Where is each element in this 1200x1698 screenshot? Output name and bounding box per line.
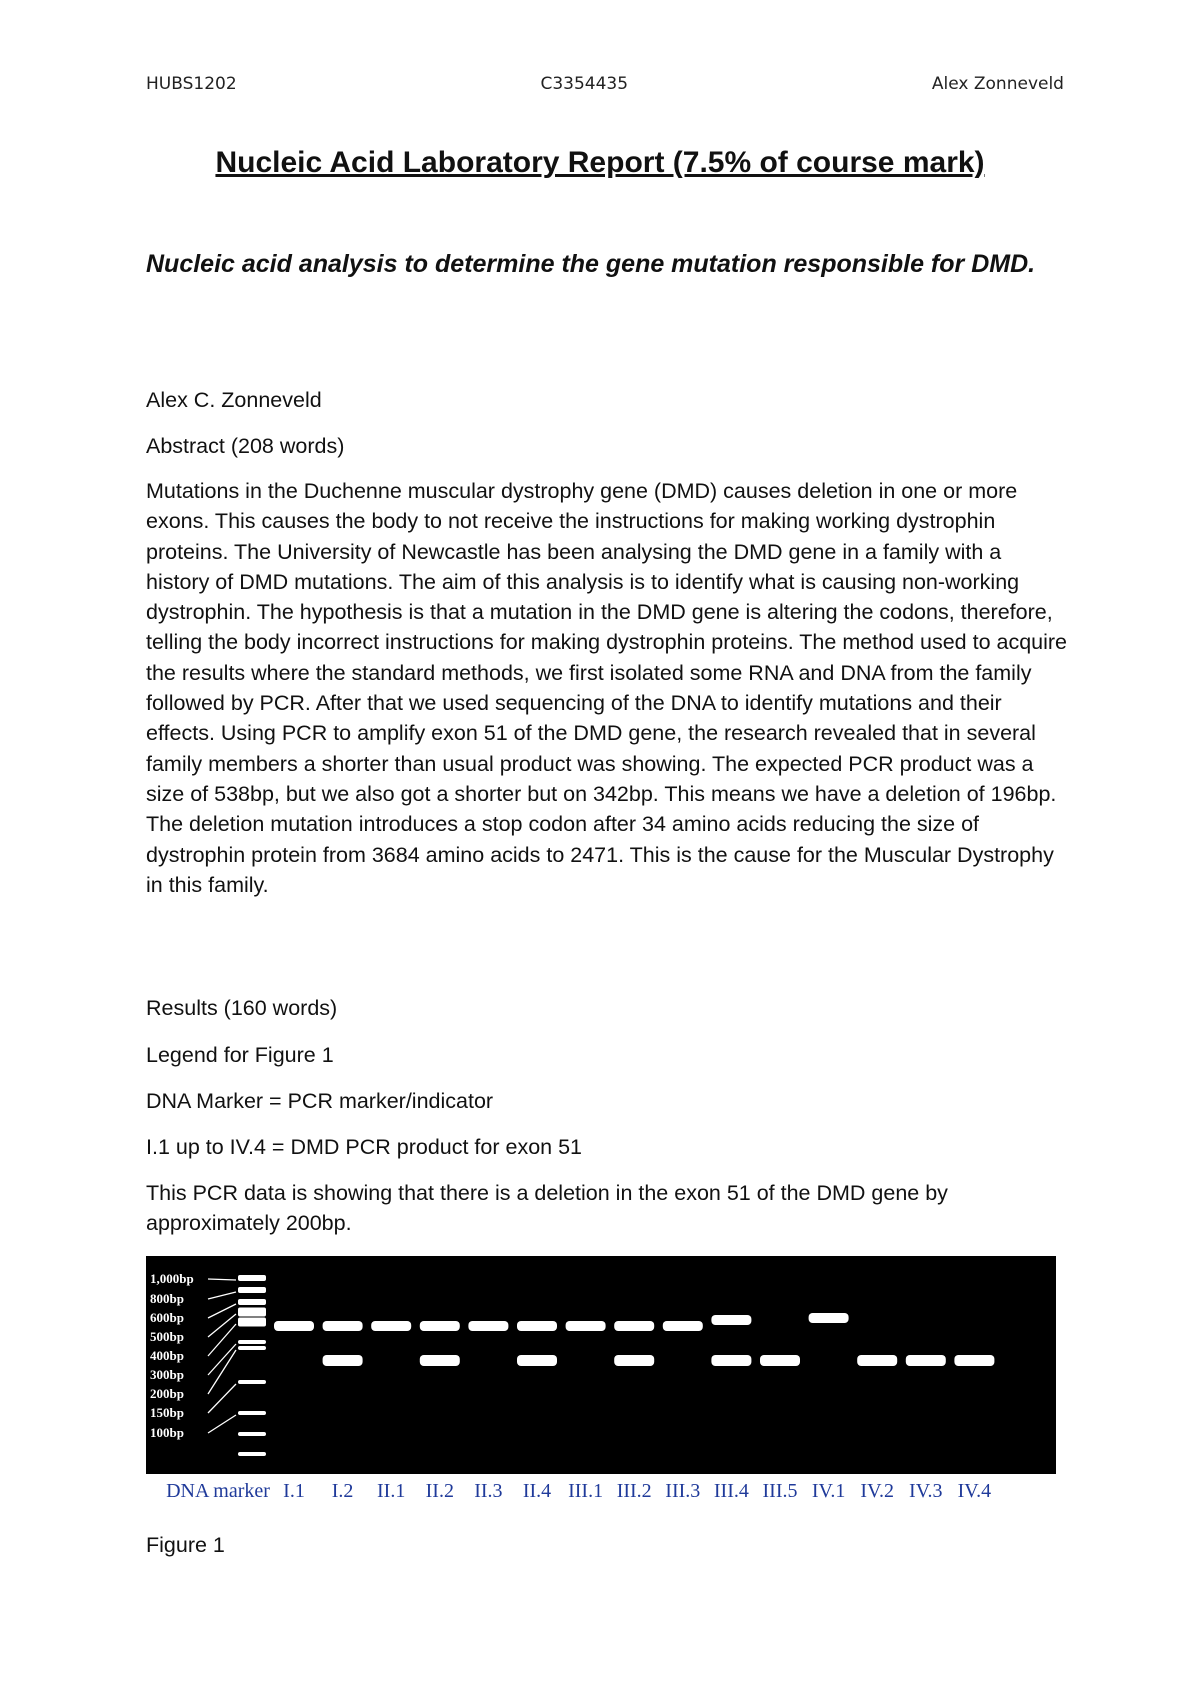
marker-band [238, 1299, 266, 1305]
marker-band [238, 1287, 266, 1293]
header-author: Alex Zonneveld [931, 74, 1064, 94]
report-subtitle: Nucleic acid analysis to determine the gene mutation responsible for DMD. [146, 250, 1036, 278]
ladder-label: 1,000bp [150, 1271, 194, 1286]
gel-band [760, 1355, 800, 1366]
ladder-pointer-line [208, 1415, 236, 1433]
gel-lane-labels [146, 1480, 1056, 1510]
lane-label: II.3 [474, 1480, 503, 1502]
gel-band [711, 1315, 751, 1325]
gel-band [711, 1355, 751, 1366]
gel-band [517, 1355, 557, 1366]
results-heading: Results (160 words) [146, 996, 338, 1020]
report-title: Nucleic Acid Laboratory Report (7.5% of course mark) [215, 146, 985, 179]
lane-label: IV.4 [957, 1480, 992, 1502]
ladder-pointer-line [208, 1324, 236, 1356]
abstract-heading: Abstract (208 words) [146, 434, 345, 458]
legend-heading: Legend for Figure 1 [146, 1043, 334, 1067]
ladder-pointer-line [208, 1279, 236, 1280]
marker-band [238, 1346, 266, 1350]
lane-label: DNA marker [166, 1480, 270, 1502]
ladder-label: 600bp [150, 1310, 184, 1325]
results-summary: This PCR data is showing that there is a deletion in the exon 51 of the DMD gene by approximately 200bp. [146, 1181, 948, 1236]
lane-label: I.1 [283, 1480, 305, 1502]
header-course-code: HUBS1202 [146, 74, 237, 94]
ladder-label: 800bp [150, 1291, 184, 1306]
ladder-label: 500bp [150, 1329, 184, 1344]
gel-band [857, 1355, 897, 1366]
lane-label: III.2 [616, 1480, 652, 1502]
lane-label: II.2 [425, 1480, 454, 1502]
gel-band [468, 1321, 508, 1331]
marker-band [238, 1318, 266, 1327]
marker-band [238, 1340, 266, 1344]
marker-band [238, 1308, 266, 1317]
ladder-pointer-line [208, 1344, 236, 1375]
ladder-label: 200bp [150, 1386, 184, 1401]
ladder-label: 400bp [150, 1348, 184, 1363]
lane-label: IV.2 [860, 1480, 894, 1502]
ladder-label: 300bp [150, 1367, 184, 1382]
marker-band [238, 1452, 266, 1456]
ladder-pointer-line [208, 1350, 236, 1394]
marker-band [238, 1432, 266, 1436]
gel-band [323, 1321, 363, 1331]
author-line: Alex C. Zonneveld [146, 388, 322, 412]
gel-band [274, 1321, 314, 1331]
page-header [146, 74, 1064, 94]
marker-band [238, 1275, 266, 1281]
legend-lanes-line: I.1 up to IV.4 = DMD PCR product for exon 51 [146, 1135, 583, 1159]
marker-band [238, 1411, 266, 1415]
ladder-pointer-line [208, 1314, 236, 1337]
lane-label: III.3 [665, 1480, 701, 1502]
lane-label: III.5 [762, 1480, 798, 1502]
gel-band [517, 1321, 557, 1331]
ladder-label: 100bp [150, 1425, 184, 1440]
gel-band [420, 1321, 460, 1331]
ladder-pointer-line [208, 1304, 236, 1318]
lane-label: IV.1 [811, 1480, 846, 1502]
figure-caption: Figure 1 [146, 1533, 225, 1557]
marker-band [238, 1380, 266, 1384]
gel-band [954, 1355, 994, 1366]
lane-label: II.4 [522, 1480, 552, 1502]
gel-band [809, 1313, 849, 1323]
gel-band [906, 1355, 946, 1366]
lane-label: II.1 [377, 1480, 406, 1502]
gel-band [323, 1355, 363, 1366]
gel-band [663, 1321, 703, 1331]
abstract-body: Mutations in the Duchenne muscular dystrophy gene (DMD) causes deletion in one or more exons. This causes the body to not receive the instructions for making working dystrophin proteins. The University of Newcastle has been analysing the DMD gene in a family with a history of DMD mutations. The aim of this analysis is to identify what is causing non-working dystrophin. The hypothesis is that a mutation in the DMD gene is altering the codons, therefore, telling the body incorrect instructions for making dystrophin proteins. The method used to acquire the results where the standard methods, we first isolated some RNA and DNA from the family followed by PCR. After that we used sequencing of the DNA to identify mutations and their effects. Using PCR to amplify exon 51 of the DMD gene, the research revealed that in several family members a shorter than usual product was showing. The expected PCR product was a size of 538bp, but we also got a shorter but on 342bp. This means we have a deletion of 196bp. The deletion mutation introduces a stop codon after 34 amino acids reducing the size of dystrophin protein from 3684 amino acids to 2471. This is the cause for the Muscular Dystrophy in this family. [146, 479, 1068, 897]
lane-label: IV.3 [909, 1480, 943, 1502]
ladder-label: 150bp [150, 1405, 184, 1420]
gel-band [614, 1321, 654, 1331]
gel-band [614, 1355, 654, 1366]
gel-band [371, 1321, 411, 1331]
gel-electrophoresis-image [146, 1256, 1056, 1474]
lane-label: III.1 [568, 1480, 604, 1502]
lane-label: I.2 [331, 1480, 354, 1502]
header-student-id: C3354435 [540, 74, 629, 94]
gel-band [420, 1355, 460, 1366]
gel-svg [146, 1256, 1056, 1474]
gel-band [566, 1321, 606, 1331]
lane-label: III.4 [713, 1480, 749, 1502]
legend-marker-line: DNA Marker = PCR marker/indicator [146, 1089, 494, 1113]
ladder-pointer-line [208, 1292, 236, 1299]
